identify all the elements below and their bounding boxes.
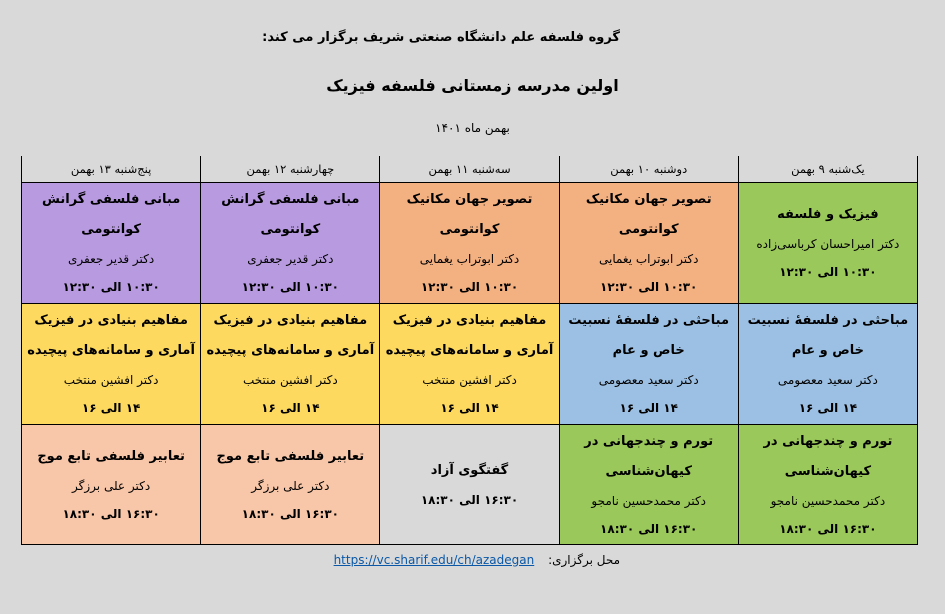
session-row (22, 304, 918, 425)
session-teacher: دکتر ابوتراب یغمایی (419, 252, 520, 266)
session-cell (559, 304, 738, 425)
session-teacher: دکتر محمدحسین نامجو (770, 493, 886, 508)
session-cell (22, 304, 201, 425)
page-title: اولین مدرسه زمستانی فلسفه فیزیک (326, 76, 619, 95)
session-time: ۱۰:۳۰ الی ۱۲:۳۰ (779, 265, 877, 279)
session-topic: تورم و چندجهانی در کیهان‌شناسی (584, 433, 714, 479)
session-teacher: دکتر افشین منتخب (422, 373, 517, 387)
session-topic: مباحثی در فلسفهٔ نسبیت خاص و عام (747, 313, 909, 358)
session-cell (380, 304, 559, 425)
session-cell (380, 425, 559, 545)
session-topic: مبانی فلسفی گرانش کوانتومی (42, 192, 181, 237)
session-cell (738, 183, 917, 304)
session-teacher: دکتر محمدحسین نامجو (591, 493, 707, 508)
session-time: ۱۴ الی ۱۶ (81, 401, 141, 415)
session-teacher: دکتر ابوتراب یغمایی (598, 252, 699, 266)
session-topic: تصویر جهان مکانیک کوانتومی (585, 192, 712, 237)
session-row (22, 183, 918, 304)
session-teacher: دکتر افشین منتخب (243, 373, 338, 387)
session-topic: مفاهیم بنیادی در فیزیک آماری و سامانه‌های پیچیده (385, 313, 554, 358)
session-teacher: دکتر علی برزگر (251, 478, 330, 493)
session-cell (738, 425, 917, 545)
session-cell (380, 183, 559, 304)
session-cell (738, 304, 917, 425)
day-header-row (22, 156, 918, 183)
session-cell (201, 425, 380, 545)
session-topic: مفاهیم بنیادی در فیزیک آماری و سامانه‌های پیچیده (27, 313, 195, 358)
session-cell (201, 304, 380, 425)
session-time: ۱۶:۳۰ الی ۱۸:۳۰ (420, 492, 519, 507)
session-teacher: دکتر سعید معصومی (777, 373, 878, 387)
session-topic: مباحثی در فلسفهٔ نسبیت خاص و عام (568, 313, 729, 358)
schedule-table (21, 156, 918, 545)
session-cell (201, 183, 380, 304)
session-topic: تورم و چندجهانی در کیهان‌شناسی (763, 433, 893, 479)
session-time: ۱۰:۳۰ الی ۱۲:۳۰ (241, 280, 340, 294)
session-teacher: دکتر علی برزگر (72, 478, 151, 493)
session-teacher: دکتر افشین منتخب (63, 373, 159, 387)
session-cell (22, 183, 201, 304)
session-topic: مفاهیم بنیادی در فیزیک آماری و سامانه‌های پیچیده (206, 313, 375, 358)
session-topic: فیزیک و فلسفه (777, 207, 879, 222)
venue-line (300, 553, 620, 567)
day-header: دوشنبه ۱۰ بهمن (559, 156, 738, 183)
session-topic: گفتگوی آزاد (430, 462, 509, 478)
organizer-line: گروه فلسفه علم دانشگاه صنعتی شریف برگزار می کند: (262, 30, 620, 45)
session-cell (559, 425, 738, 545)
session-cell (22, 425, 201, 545)
session-time: ۱۴ الی ۱۶ (619, 401, 678, 415)
session-time: ۱۶:۳۰ الی ۱۸:۳۰ (62, 506, 160, 521)
session-topic: تصویر جهان مکانیک کوانتومی (406, 192, 533, 237)
session-topic: تعابیر فلسفی تابع موج (37, 448, 185, 464)
session-time: ۱۰:۳۰ الی ۱۲:۳۰ (600, 280, 698, 294)
date-line: بهمن ماه ۱۴۰۱ (435, 121, 510, 135)
day-header: چهارشنبه ۱۲ بهمن (201, 156, 380, 183)
day-header: سه‌شنبه ۱۱ بهمن (380, 156, 559, 183)
session-time: ۱۴ الی ۱۶ (440, 401, 499, 415)
session-teacher: دکتر سعید معصومی (598, 373, 699, 387)
session-time: ۱۰:۳۰ الی ۱۲:۳۰ (62, 280, 160, 294)
session-time: ۱۴ الی ۱۶ (798, 401, 858, 415)
venue-link[interactable]: https://vc.sharif.edu/ch/azadegan (333, 553, 535, 567)
session-topic: تعابیر فلسفی تابع موج (216, 448, 365, 464)
session-topic: مبانی فلسفی گرانش کوانتومی (221, 192, 360, 237)
session-time: ۱۰:۳۰ الی ۱۲:۳۰ (420, 280, 519, 294)
session-row (22, 425, 918, 545)
session-teacher: دکتر قدیر جعفری (247, 252, 334, 266)
session-time: ۱۶:۳۰ الی ۱۸:۳۰ (779, 521, 877, 536)
session-time: ۱۴ الی ۱۶ (261, 401, 320, 415)
session-teacher: دکتر قدیر جعفری (68, 252, 155, 266)
session-cell (559, 183, 738, 304)
session-time: ۱۶:۳۰ الی ۱۸:۳۰ (241, 506, 340, 521)
session-time: ۱۶:۳۰ الی ۱۸:۳۰ (600, 521, 698, 536)
day-header: پنج‌شنبه ۱۳ بهمن (22, 156, 201, 183)
session-teacher: دکتر امیراحسان کرباسی‌زاده (756, 237, 900, 251)
venue-label: محل برگزاری: (548, 553, 620, 567)
day-header: یک‌شنبه ۹ بهمن (738, 156, 917, 183)
